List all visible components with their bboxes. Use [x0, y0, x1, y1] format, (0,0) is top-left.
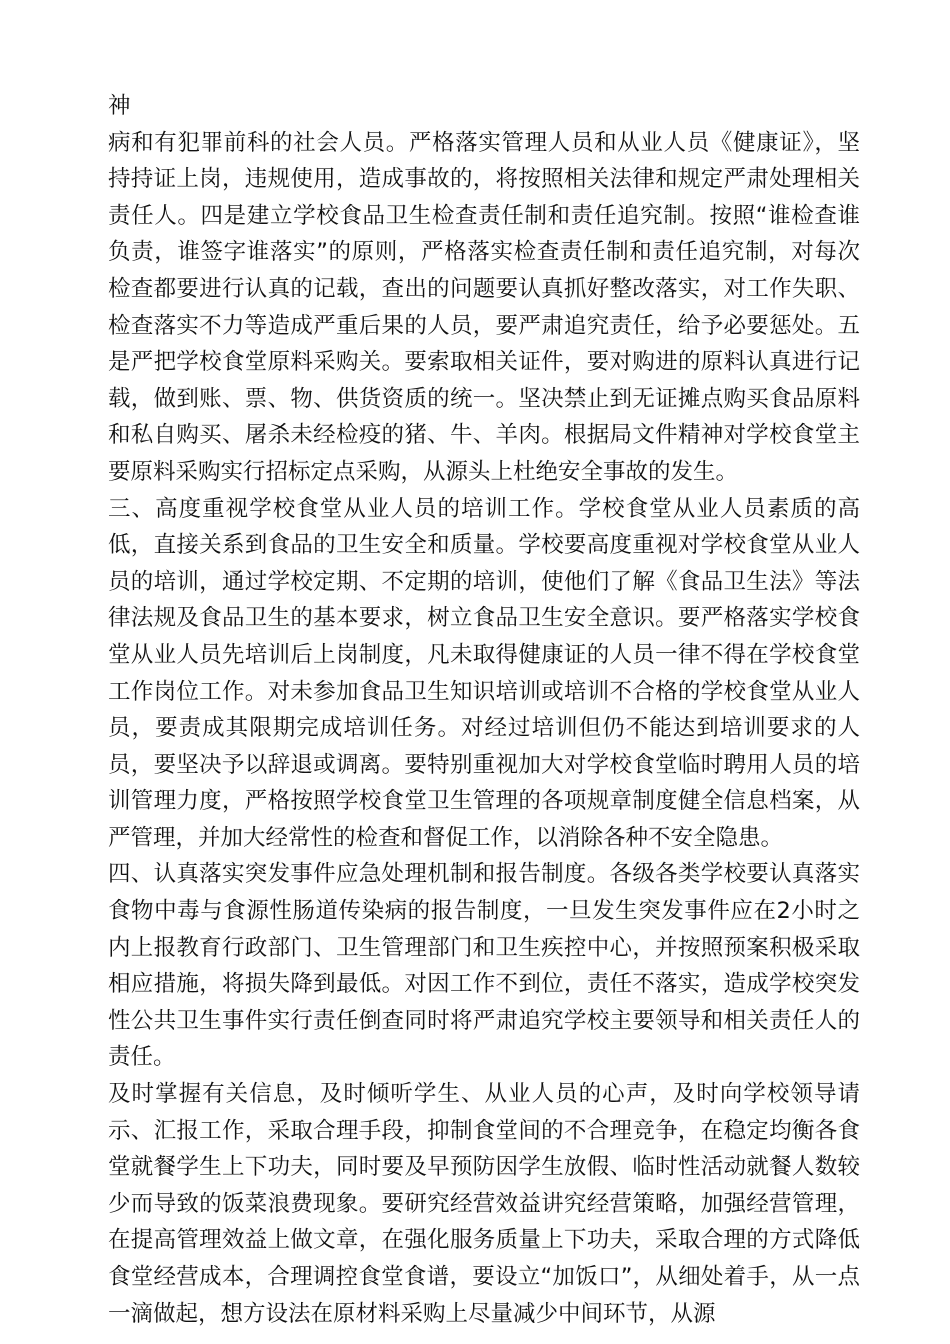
paragraph-staff-training: 三、高度重视学校食堂从业人员的培训工作。学校食堂从业人员素质的高低，直接关系到食品的卫生安全和质量。学校要高度重视对学校食堂从业人员的培训，通过学校定期、不定期的培训，使他们了解《食品卫生法》等法律法规及食品卫生的基本要求，树立食品卫生安全意识。要严格落实学校食堂从业人员先培训后上岗制度，凡未取得健康证的人员一律不得在学校食堂工作岗位工作。对未参加食品卫生知识培训或培训不合格的学校食堂从业人员，要责成其限期完成培训任务。对经过培训但仍不能达到培训要求的人员，要坚决予以辞退或调离。要特别重视加大对学校食堂临时聘用人员的培训管理力度，严格按照学校食堂卫生管理的各项规章制度健全信息档案，从严管理，并加大经常性的检查和督促工作，以消除各种不安全隐患。 [108, 495, 860, 851]
paragraph-emergency-reporting: 四、认真落实突发事件应急处理机制和报告制度。各级各类学校要认真落实食物中毒与食源性肠道传染病的报告制度，一旦发生突发事件应在2小时之内上报教育行政部门、卫生管理部门和卫生疾控中心，并按照预案积极采取相应措施，将损失降到最低。对因工作不到位，责任不落实，造成学校突发性公共卫生事件实行责任倒查同时将严肃追究学校主要领导和相关责任人的责任。 [108, 861, 860, 1071]
document-body [108, 88, 860, 1332]
paragraph-fragment: 神 [108, 93, 131, 119]
paragraph-food-hygiene-responsibility: 病和有犯罪前科的社会人员。严格落实管理人员和从业人员《健康证》，坚持持证上岗，违规使用，造成事故的，将按照相关法律和规定严肃处理相关责任人。四是建立学校食品卫生检查责任制和责任追究制。按照“谁检查谁负责，谁签字谁落实”的原则，严格落实检查责任制和责任追究制，对每次检查都要进行认真的记载，查出的问题要认真抓好整改落实，对工作失职、检查落实不力等造成严重后果的人员，要严肃追究责任，给予必要惩处。五是严把学校食堂原料采购关。要索取相关证件，要对购进的原料认真进行记载，做到账、票、物、供货资质的统一。坚决禁止到无证摊点购买食品原料和私自购买、屠杀未经检疫的猪、牛、羊肉。根据局文件精神对学校食堂主要原料采购实行招标定点采购，从源头上杜绝安全事故的发生。 [108, 129, 860, 485]
paragraph-canteen-management: 及时掌握有关信息，及时倾听学生、从业人员的心声，及时向学校领导请示、汇报工作，采取合理手段，抑制食堂间的不合理竞争，在稳定均衡各食堂就餐学生上下功夫，同时要及早预防因学生放假、临时性活动就餐人数较少而导致的饭菜浪费现象。要研究经营效益讲究经营策略，加强经营管理，在提高管理效益上做文章，在强化服务质量上下功夫，采取合理的方式降低食堂经营成本，合理调控食堂食谱，要设立“加饭口”，从细处着手，从一点一滴做起，想方设法在原材料采购上尽量减少中间环节，从源 [108, 1081, 860, 1327]
